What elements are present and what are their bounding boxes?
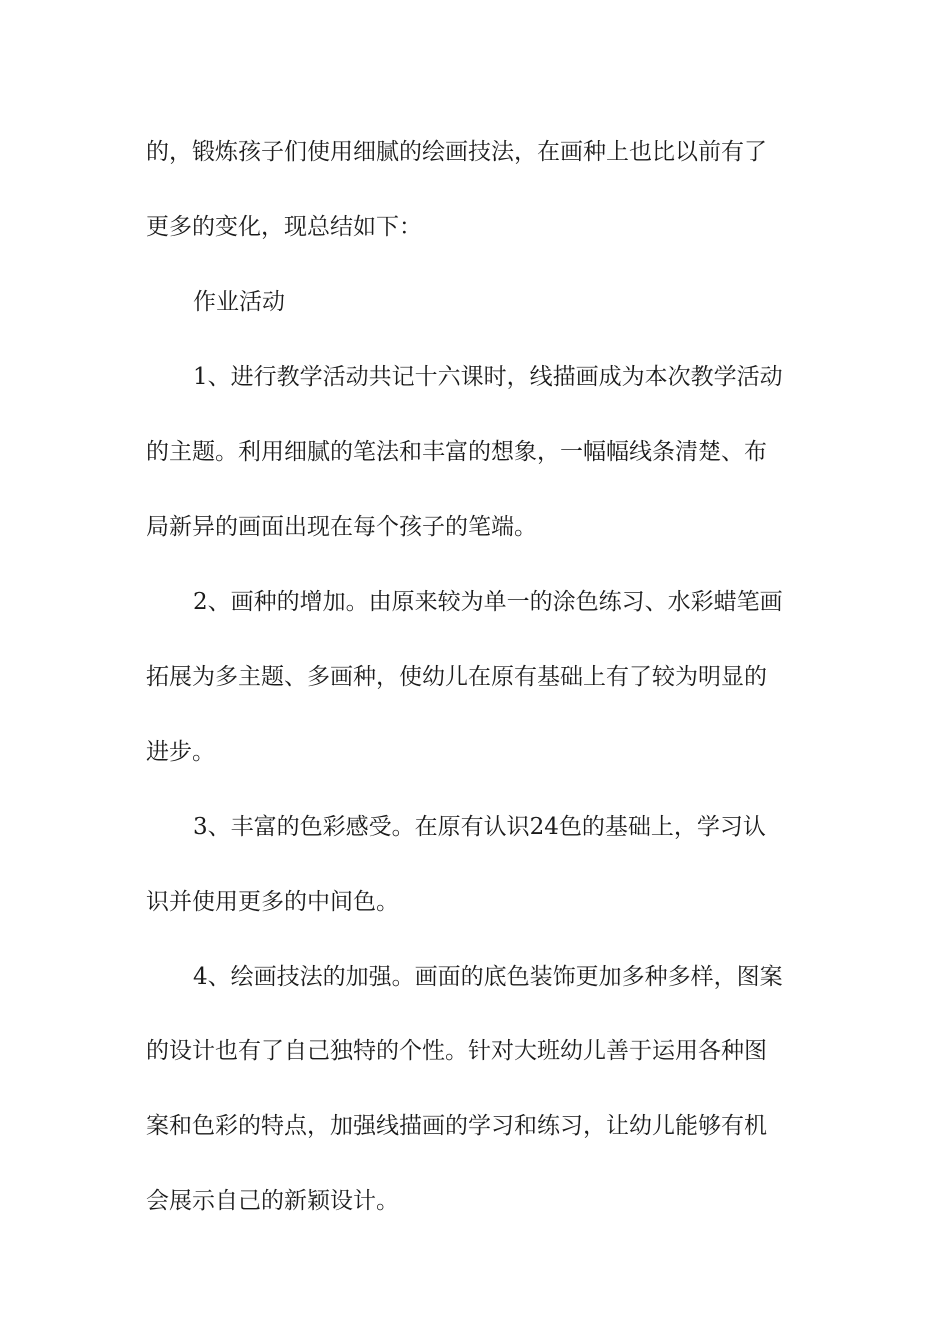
text-line: 的主题。利用细腻的笔法和丰富的想象，一幅幅线条清楚、布 (146, 439, 767, 465)
text-line: 拓展为多主题、多画种，使幼儿在原有基础上有了较为明显的 (146, 664, 767, 690)
text-line: 进步。 (146, 739, 215, 765)
text-line: 局新异的画面出现在每个孩子的笔端。 (146, 514, 537, 540)
text-line: 的设计也有了自己独特的个性。针对大班幼儿善于运用各种图 (146, 1038, 767, 1064)
text-line: 会展示自己的新颖设计。 (146, 1188, 399, 1214)
text-line: 4、绘画技法的加强。画面的底色装饰更加多种多样，图案 (193, 964, 783, 990)
text-line: 案和色彩的特点，加强线描画的学习和练习，让幼儿能够有机 (146, 1113, 767, 1139)
text-line: 的，锻炼孩子们使用细腻的绘画技法，在画种上也比以前有了 (146, 139, 767, 165)
text-line: 3、丰富的色彩感受。在原有认识24色的基础上，学习认 (193, 814, 766, 840)
text-line: 识并使用更多的中间色。 (146, 889, 399, 915)
text-line: 1、进行教学活动共记十六课时，线描画成为本次教学活动 (193, 364, 783, 390)
text-line: 更多的变化，现总结如下： (146, 214, 422, 240)
section-heading: 作业活动 (193, 289, 285, 315)
text-line: 2、画种的增加。由原来较为单一的涂色练习、水彩蜡笔画 (193, 589, 783, 615)
